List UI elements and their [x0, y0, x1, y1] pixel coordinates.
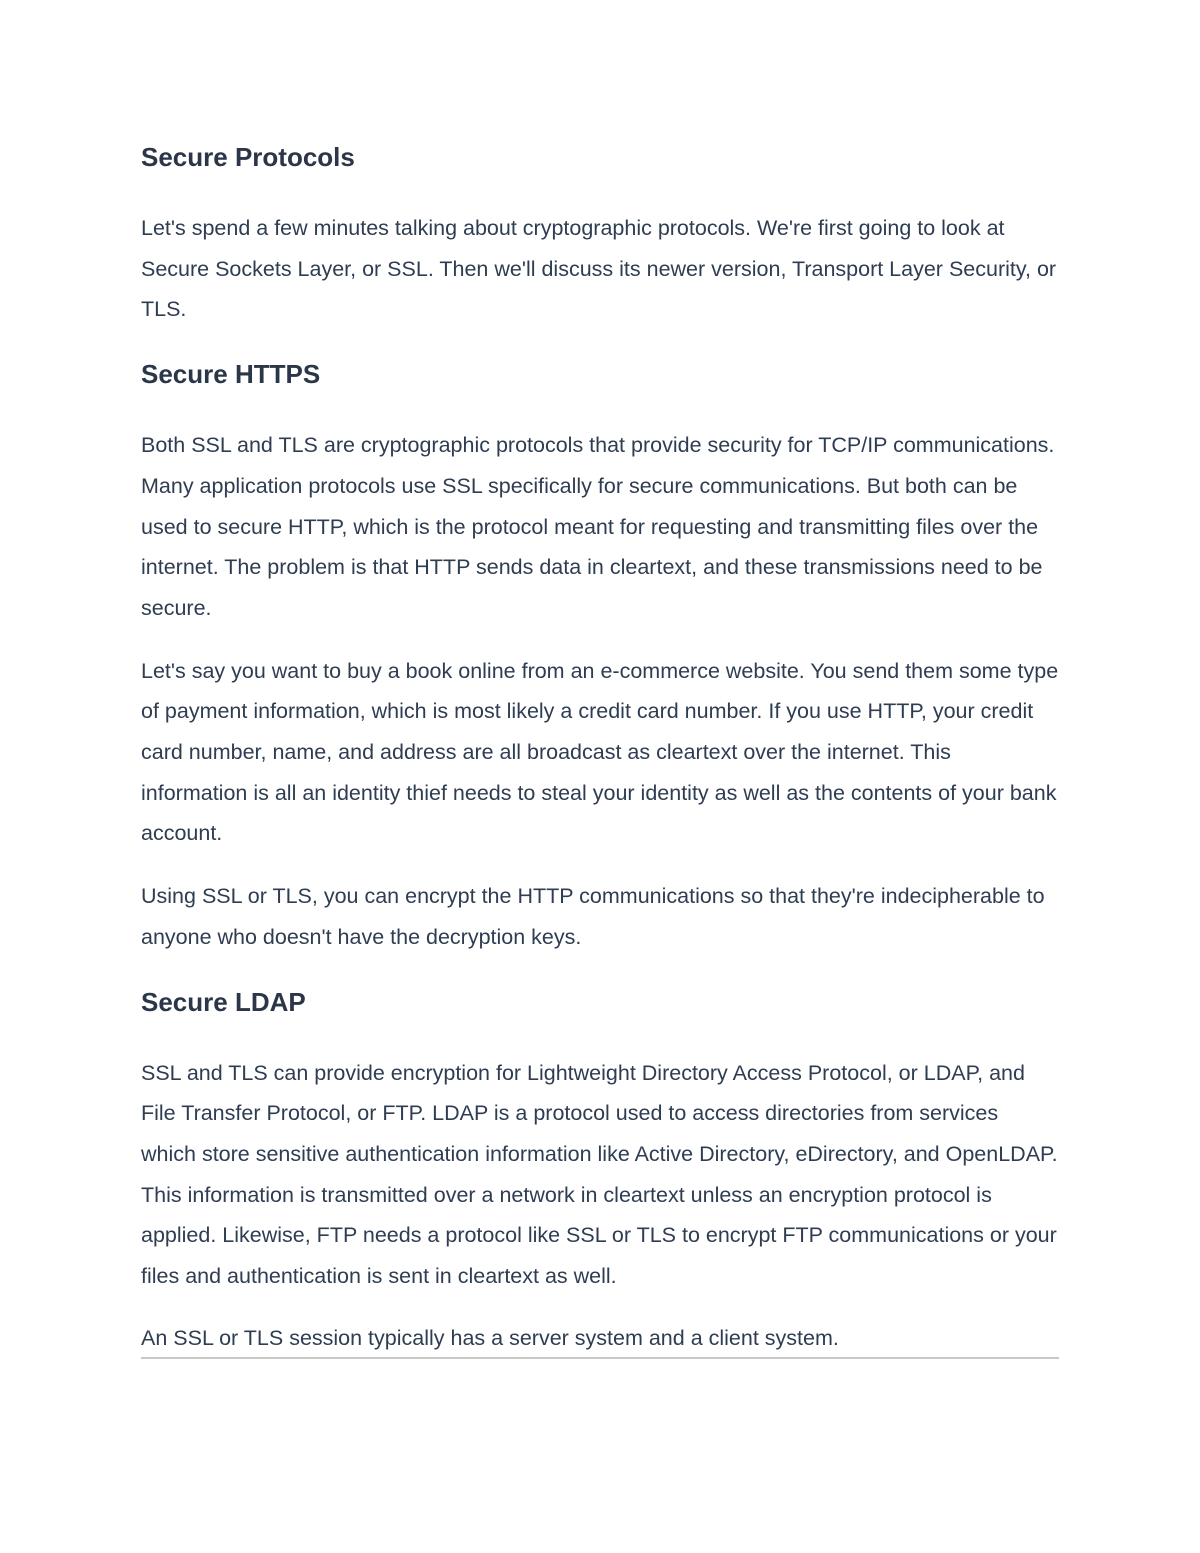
ldap-paragraph-1: SSL and TLS can provide encryption for Lightweight Directory Access Protocol, or LDAP, and File Transfer Protocol, or FTP. LDAP is a protocol used to access directories from services which store sensitive authentication information like Active Directory, eDirectory, and OpenLDAP. This information is transmitted over a network in cleartext unless an encryption protocol is applied. Likewise, FTP needs a protocol like SSL or TLS to encrypt FTP communications or your files and authentication is sent in cleartext as well. — [141, 1060, 1058, 1289]
ldap-paragraph-2-text: An SSL or TLS session typically has a server system and a client system. — [141, 1319, 1059, 1359]
page-title: Secure Protocols — [141, 142, 355, 172]
ldap-paragraph-2 — [141, 1319, 1059, 1359]
https-paragraph-3: Using SSL or TLS, you can encrypt the HTTP communications so that they're indecipherable to anyone who doesn't have the decryption keys. — [141, 884, 1045, 949]
https-paragraph-2: Let's say you want to buy a book online from an e-commerce website. You send them some type of payment information, which is most likely a credit card number. If you use HTTP, your credit card number, name, and address are all broadcast as cleartext over the internet. This information is all an identity thief needs to steal your identity as well as the contents of your bank account. — [141, 658, 1059, 846]
section-heading-https: Secure HTTPS — [141, 359, 321, 390]
section-heading-ldap: Secure LDAP — [141, 986, 306, 1017]
intro-paragraph: Let's spend a few minutes talking about cryptographic protocols. We're first going to look at Secure Sockets Layer, or SSL. Then we'll discuss its newer version, Transport Layer Security, or TLS. — [141, 216, 1057, 322]
https-paragraph-1: Both SSL and TLS are cryptographic protocols that provide security for TCP/IP communications. Many application protocols use SSL specifically for secure communications. But both can be used to secure HTTP, which is the protocol meant for requesting and transmitting files over the internet. The problem is that HTTP sends data in cleartext, and these transmissions need to be secure. — [141, 433, 1055, 620]
document-body — [141, 139, 1059, 1359]
